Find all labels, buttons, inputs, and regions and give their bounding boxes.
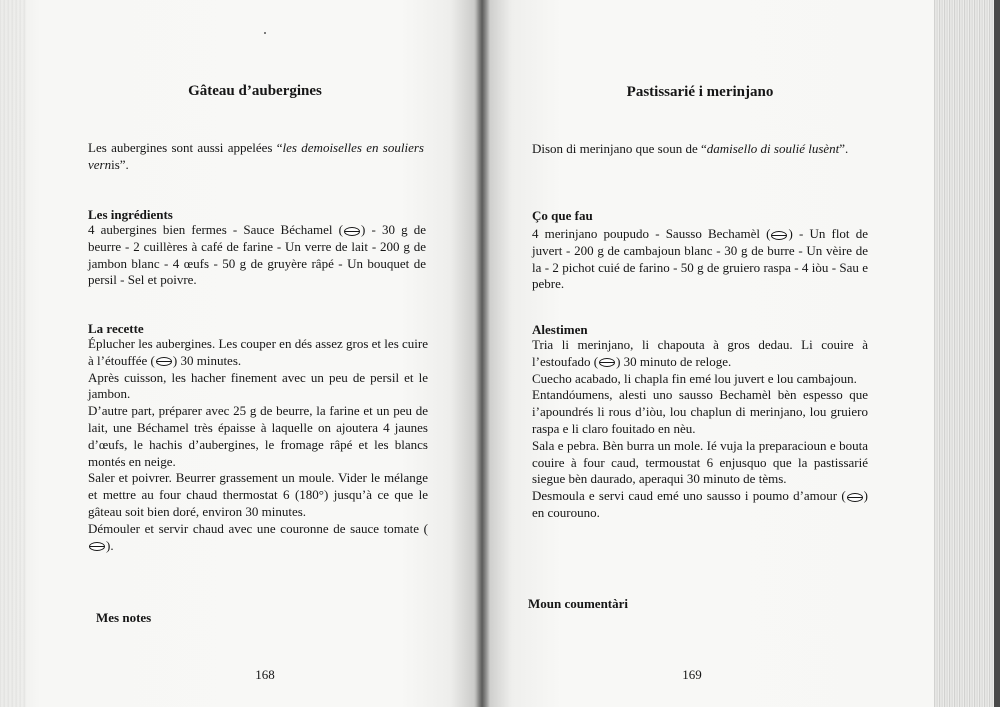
step-text: Desmoula e servi caud emé uno sausso i poumo d’amour ( (532, 488, 846, 504)
lips-icon (847, 493, 863, 502)
lips-icon (156, 357, 172, 366)
lips-icon (344, 227, 360, 236)
recipe-steps (88, 336, 428, 554)
ingredients-text: 4 merinjano poupudo - Sausso Bechamèl ( (532, 226, 771, 241)
intro-italic: damisello di soulié lusènt (706, 141, 840, 156)
lips-icon (771, 231, 787, 240)
left-page (0, 0, 482, 707)
step-text: ). (106, 537, 114, 553)
intro-after: ”. (839, 141, 849, 156)
recipe-heading: Alestimen (532, 322, 588, 337)
recipe-step: Après cuisson, les hacher finement avec un peu de persil et le jambon. (88, 369, 428, 402)
ingredients-text-rest: ) - Un flot de juvert - 200 g de cambajoun blanc - 30 g de burre - Un vèire de la - 2 pichot cuié de farino - 50 g de gruiero raspa - 4 iòu - Sau e pebre. (532, 226, 868, 292)
intro-text: Les aubergines sont aussi appelées “ (88, 140, 283, 155)
recipe-step (532, 337, 868, 371)
lips-icon (89, 542, 105, 551)
recipe-step: D’autre part, préparer avec 25 g de beurre, la farine et un peu de lait, une Béchamel très épaisse à laquelle on ajoutera 4 jaunes d’œufs, le hachis d’aubergines, le fromage râpé et les blancs montés en neige. (88, 403, 428, 469)
ingredients-text: 4 aubergines bien fermes - Sauce Béchamel ( (88, 222, 343, 237)
page-title: Gâteau d’aubergines (188, 83, 322, 99)
lips-icon (599, 358, 615, 367)
ingredients-text-rest: ) - 30 g de beurre - 2 cuillères à café de farine - Un verre de lait - 200 g de jambon blanc - 4 œufs - 50 g de gruyère râpé - Un bouquet de persil - Sel et poivre. (88, 222, 426, 288)
right-page (482, 0, 934, 707)
intro-italic: les demoiselles en souliers vern (88, 140, 424, 172)
step-text: ) 30 minuto de reloge. (616, 353, 732, 369)
notes-heading: Moun coumentàri (528, 596, 629, 611)
page-title: Pastissarié i merinjano (626, 84, 774, 100)
ingredients-heading: Ço que fau (532, 208, 593, 223)
ingredients-list (532, 226, 868, 293)
step-text: Tria li merinjano, li chapouta à gros dedau. Li couire à l’estoufado ( (532, 337, 868, 369)
step-text: Démouler et servir chaud avec une couronne de sauce tomate ( (88, 520, 428, 536)
recipe-step (532, 488, 868, 522)
notes-heading: Mes notes (96, 610, 152, 625)
ingredients-list (88, 222, 426, 289)
step-text: ) en courouno. (532, 488, 868, 520)
step-text: ) 30 minutes. (172, 352, 242, 368)
right-page-edges (934, 0, 1000, 707)
intro-paragraph (88, 140, 424, 174)
book-gutter (474, 0, 490, 707)
recipe-step: Saler et poivrer. Beurrer grassement un moule. Vider le mélange et mettre au four chaud thermostat 6 (180°) jusqu’à ce que le gâteau soit bien doré, environ 30 minutes. (88, 470, 428, 519)
recipe-step: Cuecho acabado, li chapla fin emé lou juvert e lou cambajoun. (532, 370, 857, 386)
recipe-step: Sala e pebra. Bèn burra un mole. Ié vuja la preparacioun e bouta couire à four caud, termoustat 6 enjusquo que la pastissarié siegue bèn daurado, aperaqui 30 minuto de tèms. (532, 437, 868, 487)
page-number: 169 (682, 667, 702, 682)
intro-paragraph (532, 141, 868, 158)
ingredients-heading: Les ingrédients (88, 207, 173, 222)
page-number: 168 (255, 667, 275, 682)
intro-after: is”. (111, 156, 129, 172)
recipe-heading: La recette (88, 321, 144, 336)
step-text: Éplucher les aubergines. Les couper en dés assez gros et les cuire à l’étouffée ( (88, 336, 428, 368)
recipe-step: Entandóumens, alesti uno sausso Bechamèl bèn espesso que i’apoundrés li rous d’iòu, lou chaplun di merinjano, lou gruiero raspa e li claro fouitado en nèu. (532, 387, 868, 436)
intro-text: Dison di merinjano que soun de “ (532, 141, 707, 156)
left-page-edges (0, 0, 26, 707)
print-speck (264, 32, 266, 34)
recipe-step (88, 521, 428, 555)
recipe-steps (532, 337, 868, 522)
recipe-step (88, 336, 428, 370)
